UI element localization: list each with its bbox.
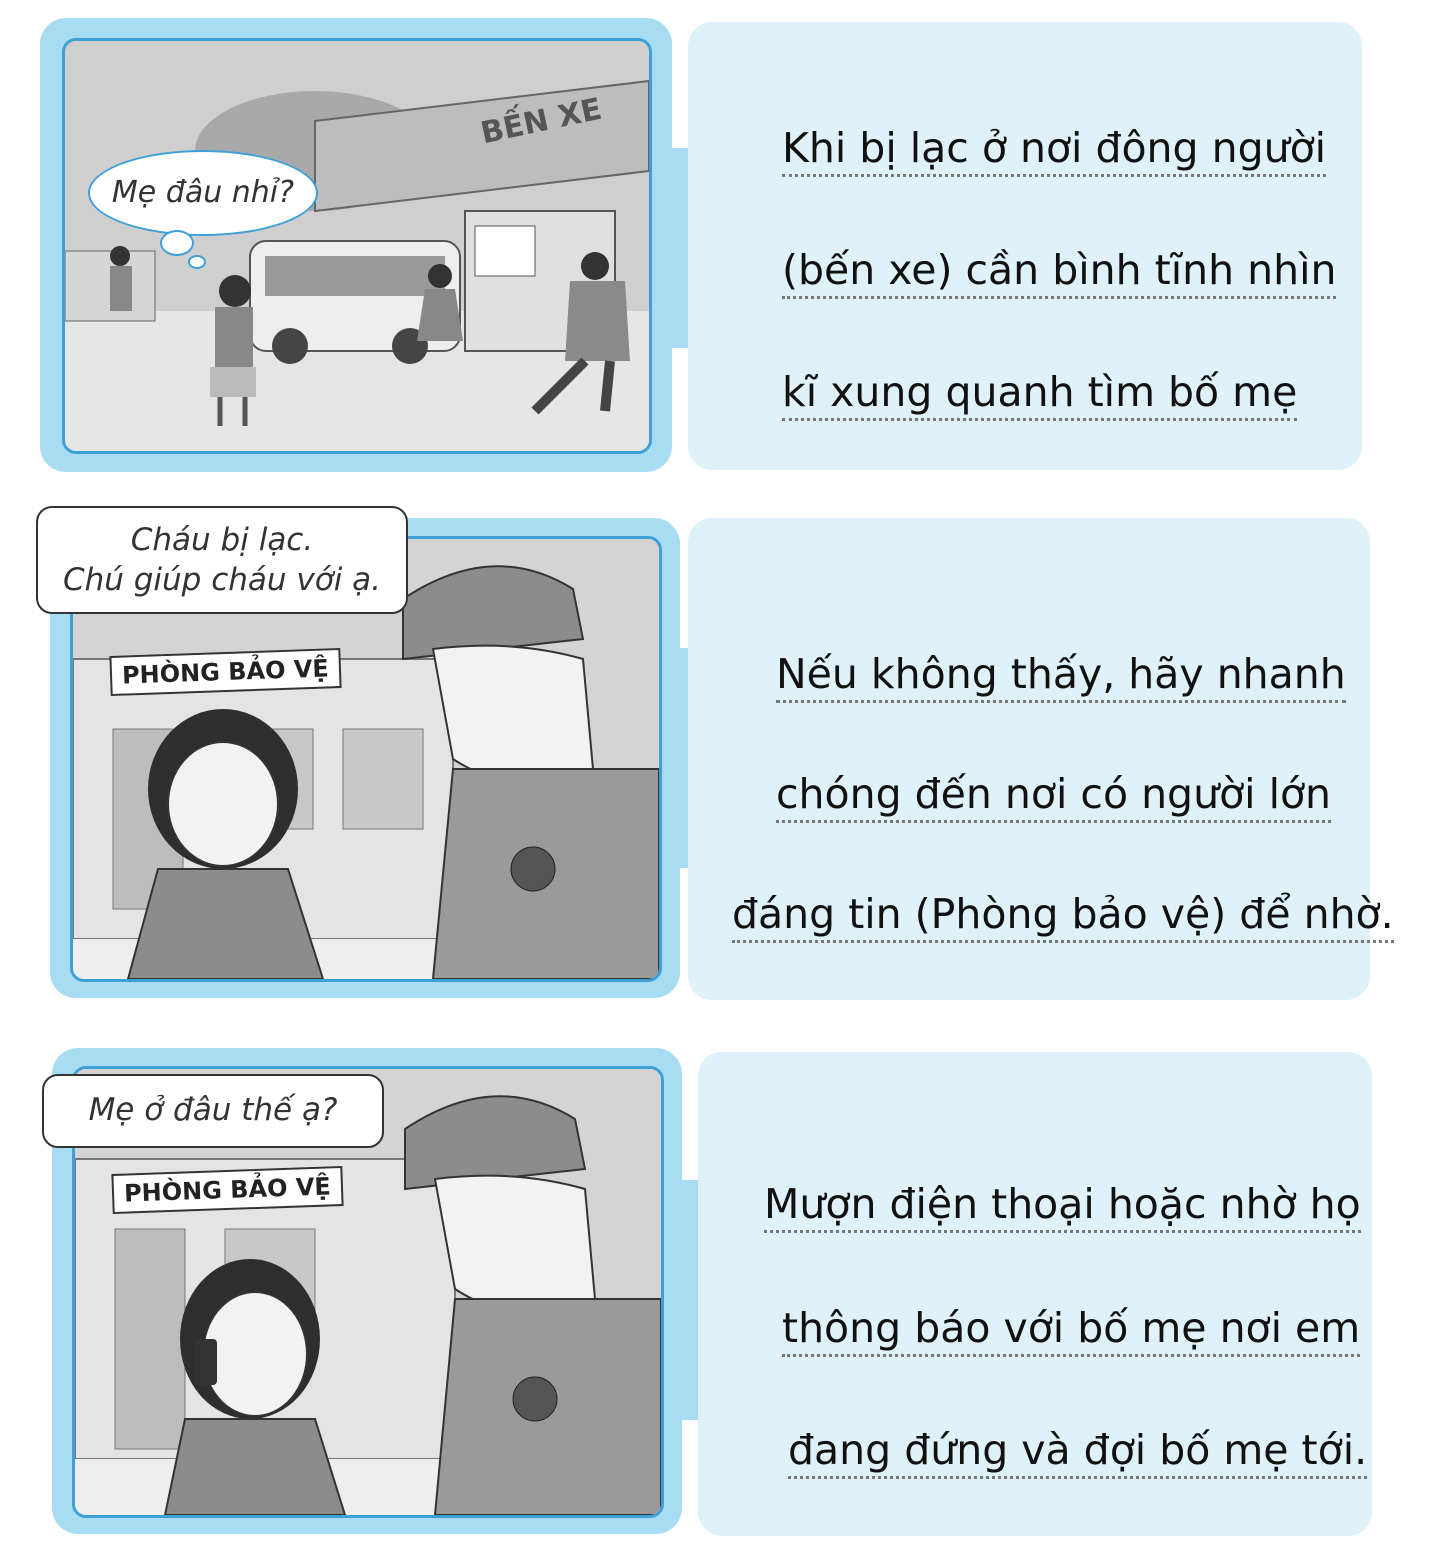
station-sign: BẾN XE	[477, 91, 605, 152]
row-1	[0, 0, 1452, 480]
text-line: Mượn điện thoại hoặc nhờ họ	[764, 1178, 1361, 1233]
text-line: thông báo với bố mẹ nơi em	[782, 1302, 1360, 1357]
row-3	[0, 1040, 1452, 1550]
speech-line: Chú giúp cháu với ạ.	[62, 562, 382, 598]
text-line: đang đứng và đợi bố mẹ tới.	[788, 1424, 1367, 1479]
text-line: Nếu không thấy, hãy nhanh	[776, 648, 1346, 703]
thought-bubble: Mẹ đâu nhỉ?	[88, 150, 318, 236]
thought-dot	[160, 230, 194, 256]
row-2	[0, 500, 1452, 1010]
text-line: Khi bị lạc ở nơi đông người	[782, 122, 1326, 177]
guard-office-sign: PHÒNG BẢO VỆ	[109, 648, 341, 696]
text-line: (bến xe) cần bình tĩnh nhìn	[782, 244, 1336, 299]
speech-line: Cháu bị lạc.	[130, 522, 314, 558]
speech-bubble: Mẹ ở đâu thế ạ?	[42, 1074, 384, 1148]
thought-dot	[188, 255, 206, 269]
text-line: kĩ xung quanh tìm bố mẹ	[782, 366, 1297, 421]
text-line: đáng tin (Phòng bảo vệ) để nhờ.	[732, 888, 1394, 943]
text-line: chóng đến nơi có người lớn	[776, 768, 1331, 823]
speech-bubble	[36, 506, 408, 614]
guard-office-sign: PHÒNG BẢO VỆ	[111, 1166, 343, 1214]
